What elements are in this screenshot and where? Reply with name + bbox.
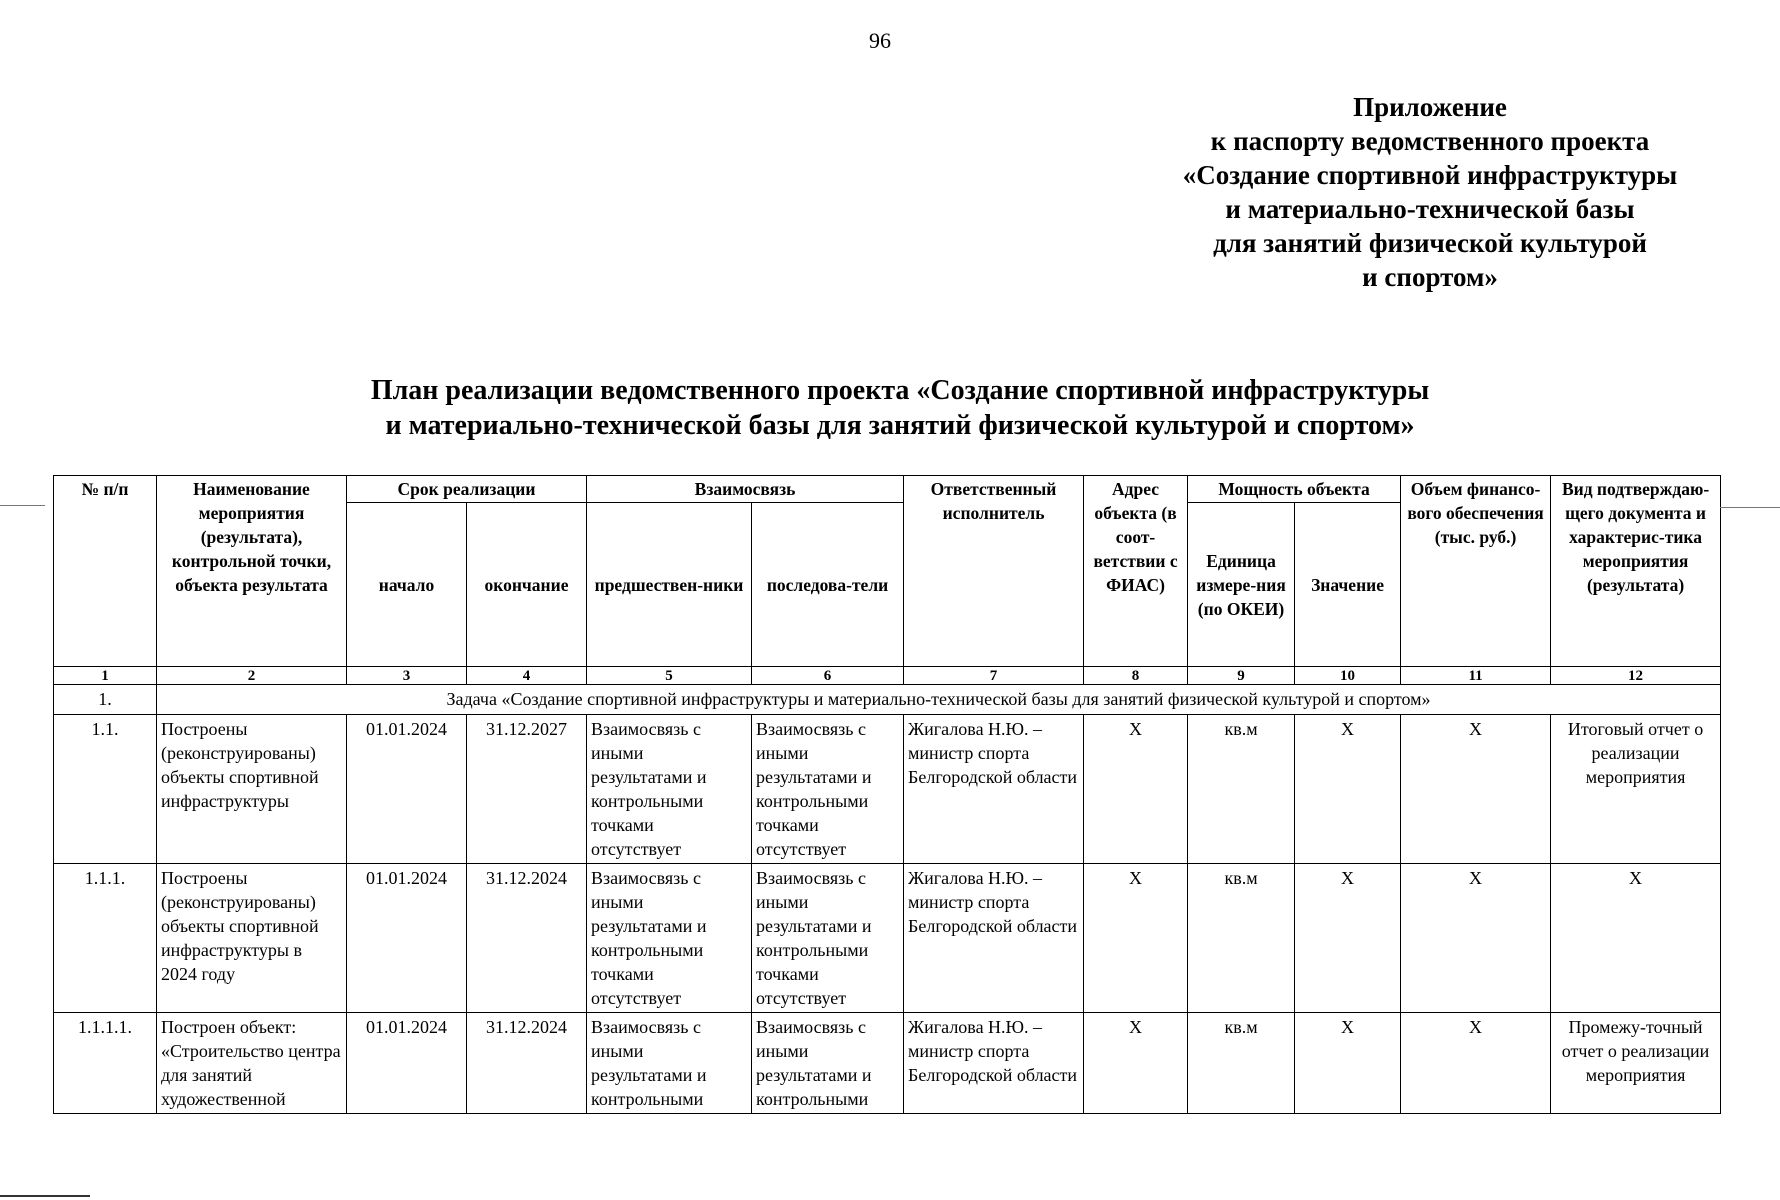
scan-mark	[1720, 507, 1780, 508]
task-num: 1.	[54, 685, 157, 715]
row-responsible: Жигалова Н.Ю. – министр спорта Белгородской области	[904, 715, 1084, 864]
column-number: 1	[54, 667, 157, 685]
row-predecessors: Взаимосвязь с иными результатами и контрольными точками отсутствует	[587, 864, 752, 1013]
row-funding: Х	[1401, 864, 1551, 1013]
column-number: 11	[1401, 667, 1551, 685]
row-num: 1.1.1.1.	[54, 1013, 157, 1114]
appendix-line: для занятий физической культурой	[1213, 228, 1647, 258]
header-capacity-group: Мощность объекта	[1188, 476, 1401, 503]
column-number: 3	[347, 667, 467, 685]
appendix-line: «Создание спортивной инфраструктуры	[1182, 160, 1678, 190]
document-title	[140, 373, 1660, 443]
column-number: 12	[1551, 667, 1721, 685]
header-start: начало	[347, 503, 467, 667]
appendix-header	[1080, 90, 1780, 294]
column-number: 5	[587, 667, 752, 685]
table-row	[54, 715, 1721, 864]
row-start: 01.01.2024	[347, 864, 467, 1013]
header-end: окончание	[467, 503, 587, 667]
title-line: План реализации ведомственного проекта «Создание спортивной инфраструктуры	[370, 375, 1430, 406]
row-end: 31.12.2027	[467, 715, 587, 864]
row-name: Построены (реконструированы) объекты спортивной инфраструктуры	[157, 715, 347, 864]
row-start: 01.01.2024	[347, 1013, 467, 1114]
table-row	[54, 864, 1721, 1013]
plan-table	[53, 475, 1721, 1114]
header-doc-type: Вид подтверждаю-щего документа и характерис-тика мероприятия (результата)	[1551, 476, 1721, 667]
header-predecessors: предшествен-ники	[587, 503, 752, 667]
row-successors: Взаимосвязь с иными результатами и контрольными точками отсутствует	[752, 715, 904, 864]
title-line: и материально-технической базы для занятий физической культурой и спортом»	[385, 410, 1415, 441]
row-doc-type: Итоговый отчет о реализации мероприятия	[1551, 715, 1721, 864]
row-address: Х	[1084, 1013, 1188, 1114]
header-responsible: Ответственный исполнитель	[904, 476, 1084, 667]
header-name: Наименование мероприятия (результата), контрольной точки, объекта результата	[157, 476, 347, 667]
row-doc-type: Х	[1551, 864, 1721, 1013]
header-successors: последова-тели	[752, 503, 904, 667]
row-unit: кв.м	[1188, 864, 1295, 1013]
appendix-line: и материально-технической базы	[1225, 194, 1635, 224]
row-end: 31.12.2024	[467, 1013, 587, 1114]
row-address: Х	[1084, 715, 1188, 864]
appendix-line: Приложение	[1353, 92, 1507, 122]
row-responsible: Жигалова Н.Ю. – министр спорта Белгородской области	[904, 864, 1084, 1013]
row-funding: Х	[1401, 1013, 1551, 1114]
column-number: 10	[1295, 667, 1401, 685]
row-num: 1.1.	[54, 715, 157, 864]
row-end: 31.12.2024	[467, 864, 587, 1013]
row-predecessors: Взаимосвязь с иными результатами и контрольными точками отсутствует	[587, 715, 752, 864]
task-text: Задача «Создание спортивной инфраструктуры и материально-технической базы для занятий физической культурой и спортом»	[157, 685, 1721, 715]
column-number: 2	[157, 667, 347, 685]
header-funding: Объем финансо-вого обеспечения (тыс. руб.)	[1401, 476, 1551, 667]
header-unit: Единица измере-ния (по ОКЕИ)	[1188, 503, 1295, 667]
column-number-row	[54, 667, 1721, 685]
row-predecessors: Взаимосвязь с иными результатами и контрольными	[587, 1013, 752, 1114]
row-doc-type: Промежу-точный отчет о реализации мероприятия	[1551, 1013, 1721, 1114]
header-value: Значение	[1295, 503, 1401, 667]
row-successors: Взаимосвязь с иными результатами и контрольными	[752, 1013, 904, 1114]
column-number: 8	[1084, 667, 1188, 685]
column-number: 9	[1188, 667, 1295, 685]
row-value: Х	[1295, 864, 1401, 1013]
column-number: 7	[904, 667, 1084, 685]
column-number: 4	[467, 667, 587, 685]
row-value: Х	[1295, 1013, 1401, 1114]
header-term-group: Срок реализации	[347, 476, 587, 503]
row-unit: кв.м	[1188, 1013, 1295, 1114]
row-address: Х	[1084, 864, 1188, 1013]
column-number: 6	[752, 667, 904, 685]
row-name: Построены (реконструированы) объекты спортивной инфраструктуры в 2024 году	[157, 864, 347, 1013]
scan-mark	[0, 505, 45, 506]
appendix-line: к паспорту ведомственного проекта	[1210, 126, 1650, 156]
scan-mark	[0, 1195, 90, 1197]
row-num: 1.1.1.	[54, 864, 157, 1013]
row-name: Построен объект: «Строительство центра для занятий художественной	[157, 1013, 347, 1114]
row-successors: Взаимосвязь с иными результатами и контрольными точками отсутствует	[752, 864, 904, 1013]
header-link-group: Взаимосвязь	[587, 476, 904, 503]
task-row	[54, 685, 1721, 715]
row-value: Х	[1295, 715, 1401, 864]
page-number: 96	[869, 28, 891, 53]
appendix-line: и спортом»	[1362, 262, 1498, 292]
header-address: Адрес объекта (в соот-ветствии с ФИАС)	[1084, 476, 1188, 667]
row-unit: кв.м	[1188, 715, 1295, 864]
row-responsible: Жигалова Н.Ю. – министр спорта Белгородской области	[904, 1013, 1084, 1114]
row-funding: Х	[1401, 715, 1551, 864]
row-start: 01.01.2024	[347, 715, 467, 864]
header-num: № п/п	[54, 476, 157, 667]
table-row	[54, 1013, 1721, 1114]
